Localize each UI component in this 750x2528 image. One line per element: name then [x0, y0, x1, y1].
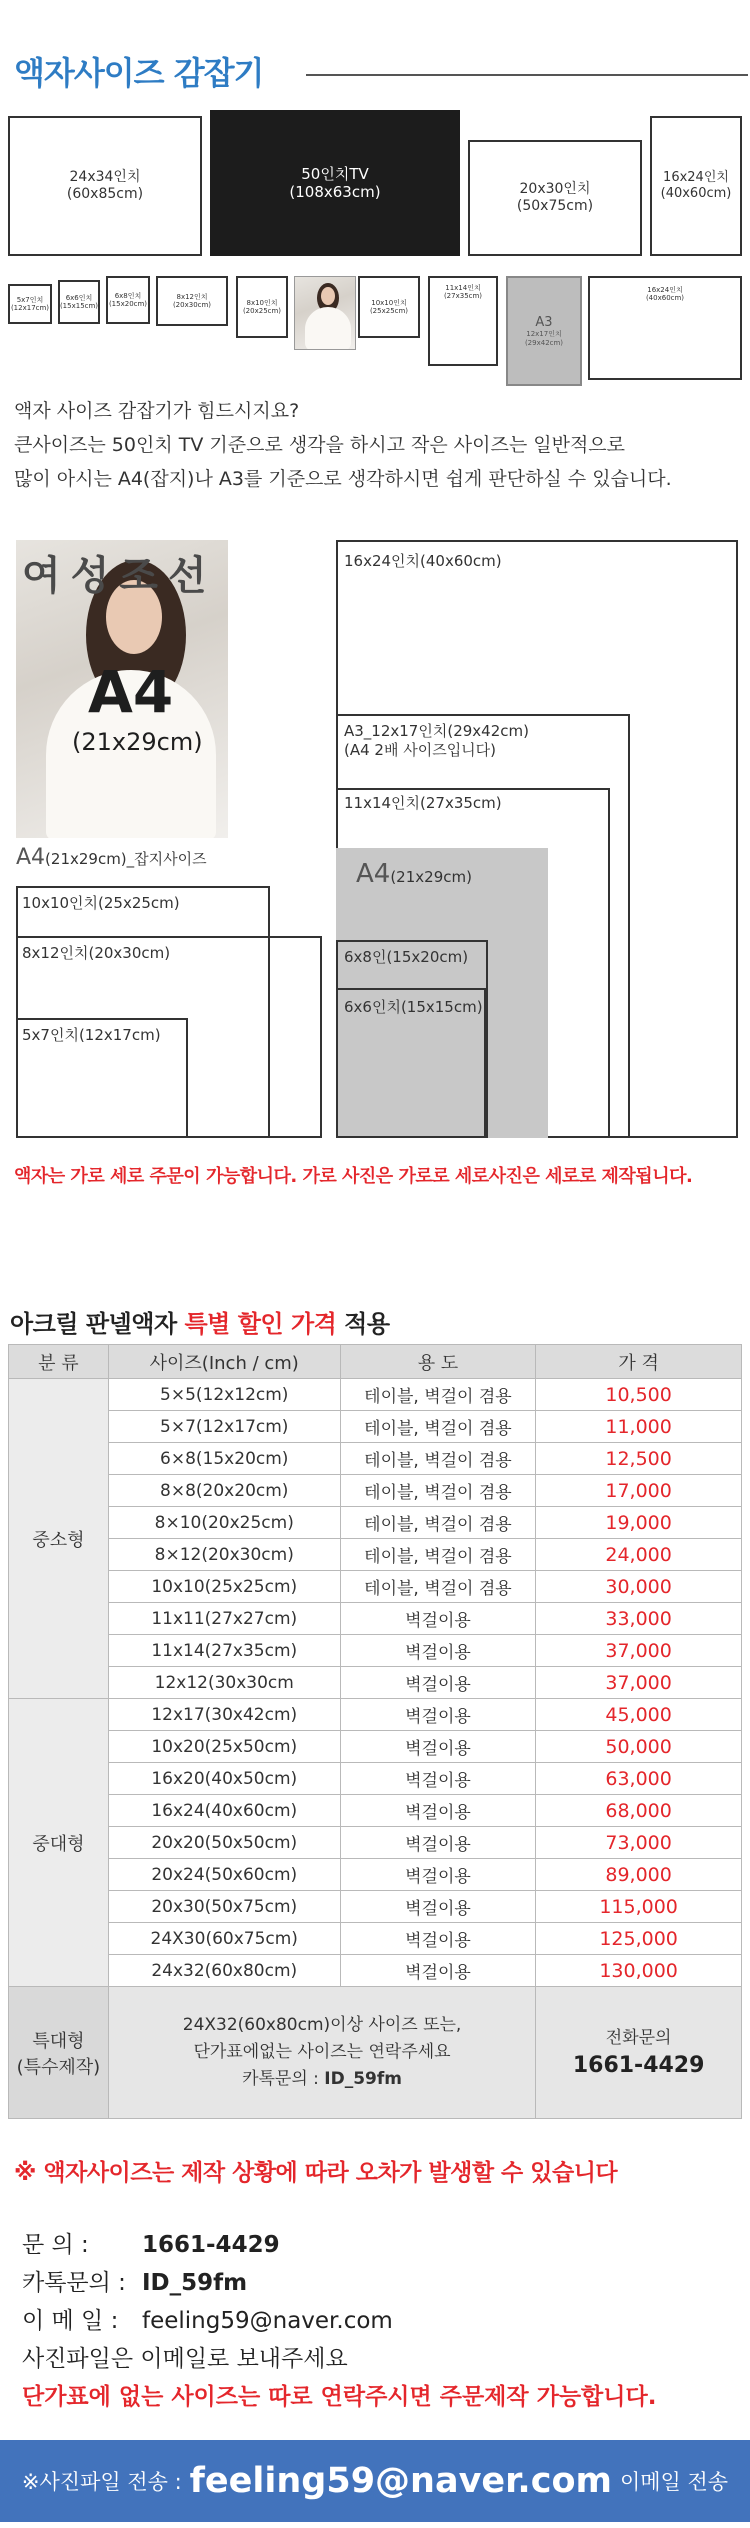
table-row: 20x30(50x75cm) 벽걸이용 115,000 — [9, 1891, 742, 1923]
compare-label-a3: A3_12x17인치(29x42cm) (A4 2배 사이즈입니다) — [344, 722, 529, 759]
magazine-title: 여성조선 — [22, 553, 217, 599]
table-row: 중소형 5×5(12x12cm) 테이블, 벽걸이 겸용 10,500 — [9, 1379, 742, 1411]
overview-frame-6x6: 6x6인치 (15x15cm) — [58, 280, 100, 324]
table-row: 10x20(25x50cm) 벽걸이용 50,000 — [9, 1731, 742, 1763]
photo-file-note: 사진파일은 이메일로 보내주세요 — [22, 2346, 348, 2372]
magazine-caption: A4(21x29cm)_잡지사이즈 — [16, 845, 207, 870]
contact-email: feeling59@naver.com — [142, 2308, 393, 2334]
overview-frame-5x7: 5x7인치 (12x17cm) — [8, 284, 52, 324]
overview-frame-50tv: 50인치TV (108x63cm) — [210, 110, 460, 256]
custom-order-note: 단가표에 없는 사이즈는 따로 연락주시면 주문제작 가능합니다. — [22, 2384, 657, 2410]
contact-kakao: ID_59fm — [142, 2270, 248, 2296]
overview-frame-16x24: 16x24인치 (40x60cm) — [650, 116, 742, 256]
overview-frame-24x34: 24x34인치 (60x85cm) — [8, 116, 202, 256]
compare-label-10x10: 10x10인치(25x25cm) — [22, 894, 180, 912]
compare-label-6x6: 6x6인치(15x15cm) — [344, 998, 483, 1016]
header-price: 가 격 — [536, 1345, 742, 1379]
table-row: 16x24(40x60cm) 벽걸이용 68,000 — [9, 1795, 742, 1827]
special-size-note: 24X32(60x80cm)이상 사이즈 또는, 단가표에없는 사이즈는 연락주세요 카톡문의 : ID_59fm — [108, 1987, 535, 2119]
title-divider — [306, 74, 748, 76]
table-row: 10x10(25x25cm) 테이블, 벽걸이 겸용 30,000 — [9, 1571, 742, 1603]
table-row: 12x12(30x30cm 벽걸이용 37,000 — [9, 1667, 742, 1699]
category-extra-large: 특대형 (특수제작) — [9, 1987, 109, 2119]
compare-label-11x14: 11x14인치(27x35cm) — [344, 794, 502, 812]
table-row: 6×8(15x20cm) 테이블, 벽걸이 겸용 12,500 — [9, 1443, 742, 1475]
header-use: 용 도 — [340, 1345, 536, 1379]
table-row: 16x20(40x50cm) 벽걸이용 63,000 — [9, 1763, 742, 1795]
compare-magazine-image — [16, 540, 228, 838]
overview-magazine-image — [294, 276, 356, 350]
overview-frame-10x10: 10x10인치 (25x25cm) — [358, 276, 420, 338]
table-row: 8×10(20x25cm) 테이블, 벽걸이 겸용 19,000 — [9, 1507, 742, 1539]
table-row: 24X30(60x75cm) 벽걸이용 125,000 — [9, 1923, 742, 1955]
compare-label-a4: A4(21x29cm) — [356, 859, 472, 889]
table-row: 11x14(27x35cm) 벽걸이용 37,000 — [9, 1635, 742, 1667]
overview-frame-8x12: 8x12인치 (20x30cm) — [156, 276, 228, 326]
orientation-note: 액자는 가로 세로 주문이 가능합니다. 가로 사진은 가로로 세로사진은 세로로 제작됩니다. — [14, 1166, 693, 1187]
price-table-header — [9, 1345, 742, 1379]
overview-frame-20x30: 20x30인치 (50x75cm) — [468, 140, 642, 256]
contact-info: 문 의 : 1661-4429 카톡문의 : ID_59fm 이 메 일 : feeling59@naver.com 사진파일은 이메일로 보내주세요 단가표에 없는 사이즈는 따로 연락주시면 주문제작 가능합니다. — [22, 2226, 656, 2416]
compare-label-8x12: 8x12인치(20x30cm) — [22, 944, 171, 962]
table-row: 5×7(12x17cm) 테이블, 벽걸이 겸용 11,000 — [9, 1411, 742, 1443]
compare-label-16x24: 16x24인치(40x60cm) — [344, 552, 502, 570]
price-table — [8, 1344, 742, 2119]
table-row: 24x32(60x80cm) 벽걸이용 130,000 — [9, 1955, 742, 1987]
header-category: 분 류 — [9, 1345, 109, 1379]
price-table-title: 아크릴 판넬액자 특별 할인 가격 적용 — [10, 1310, 390, 1338]
size-tolerance-warning: ※ 액자사이즈는 제작 상황에 따라 오차가 발생할 수 있습니다 — [14, 2160, 618, 2186]
description: 액자 사이즈 감잡기가 힘드시지요? 큰사이즈는 50인치 TV 기준으로 생각을 하시고 작은 사이즈는 일반적으로 많이 아시는 A4(잡지)나 A3를 기준으로 생각하시면 쉽게 판단하실 수 있습니다. — [14, 400, 672, 490]
table-row: 8×12(20x30cm) 테이블, 벽걸이 겸용 24,000 — [9, 1539, 742, 1571]
mag-face — [321, 287, 335, 305]
category-mid-large: 중대형 — [9, 1699, 109, 1987]
overview-frame-11x14: 11x14인치 (27x35cm) — [428, 276, 498, 366]
special-phone: 전화문의 1661-4429 — [536, 1987, 742, 2119]
category-mid-small: 중소형 — [9, 1379, 109, 1699]
page-title: 액자사이즈 감잡기 — [14, 54, 264, 92]
overview-frame-8x10: 8x10인치 (20x25cm) — [236, 276, 288, 338]
footer-banner: ※사진파일 전송 : feeling59@naver.com 이메일 전송 — [0, 2440, 750, 2522]
magazine-a4-cm: (21x29cm) — [72, 728, 203, 756]
table-row: 8×8(20x20cm) 테이블, 벽걸이 겸용 17,000 — [9, 1475, 742, 1507]
table-row: 11x11(27x27cm) 벽걸이용 33,000 — [9, 1603, 742, 1635]
compare-label-6x8: 6x8인(15x20cm) — [344, 948, 469, 966]
table-row: 20x24(50x60cm) 벽걸이용 89,000 — [9, 1859, 742, 1891]
compare-label-5x7: 5x7인치(12x17cm) — [22, 1026, 161, 1044]
table-row: 20x20(50x50cm) 벽걸이용 73,000 — [9, 1827, 742, 1859]
footer-email: feeling59@naver.com — [189, 2461, 612, 2501]
overview-frame-a3: A3 12x17인치 (29x42cm) — [506, 276, 582, 386]
table-row: 중대형 12x17(30x42cm) 벽걸이용 45,000 — [9, 1699, 742, 1731]
overview-frame-6x8: 6x8인치 (15x20cm) — [106, 276, 150, 324]
contact-phone: 1661-4429 — [142, 2232, 280, 2258]
magazine-a4-label: A4 — [88, 658, 174, 726]
overview-frame-16x24-small: 16x24인치 (40x60cm) — [588, 276, 742, 380]
table-row-special — [9, 1987, 742, 2119]
header-size: 사이즈(Inch / cm) — [108, 1345, 340, 1379]
mag-coat — [305, 307, 351, 350]
